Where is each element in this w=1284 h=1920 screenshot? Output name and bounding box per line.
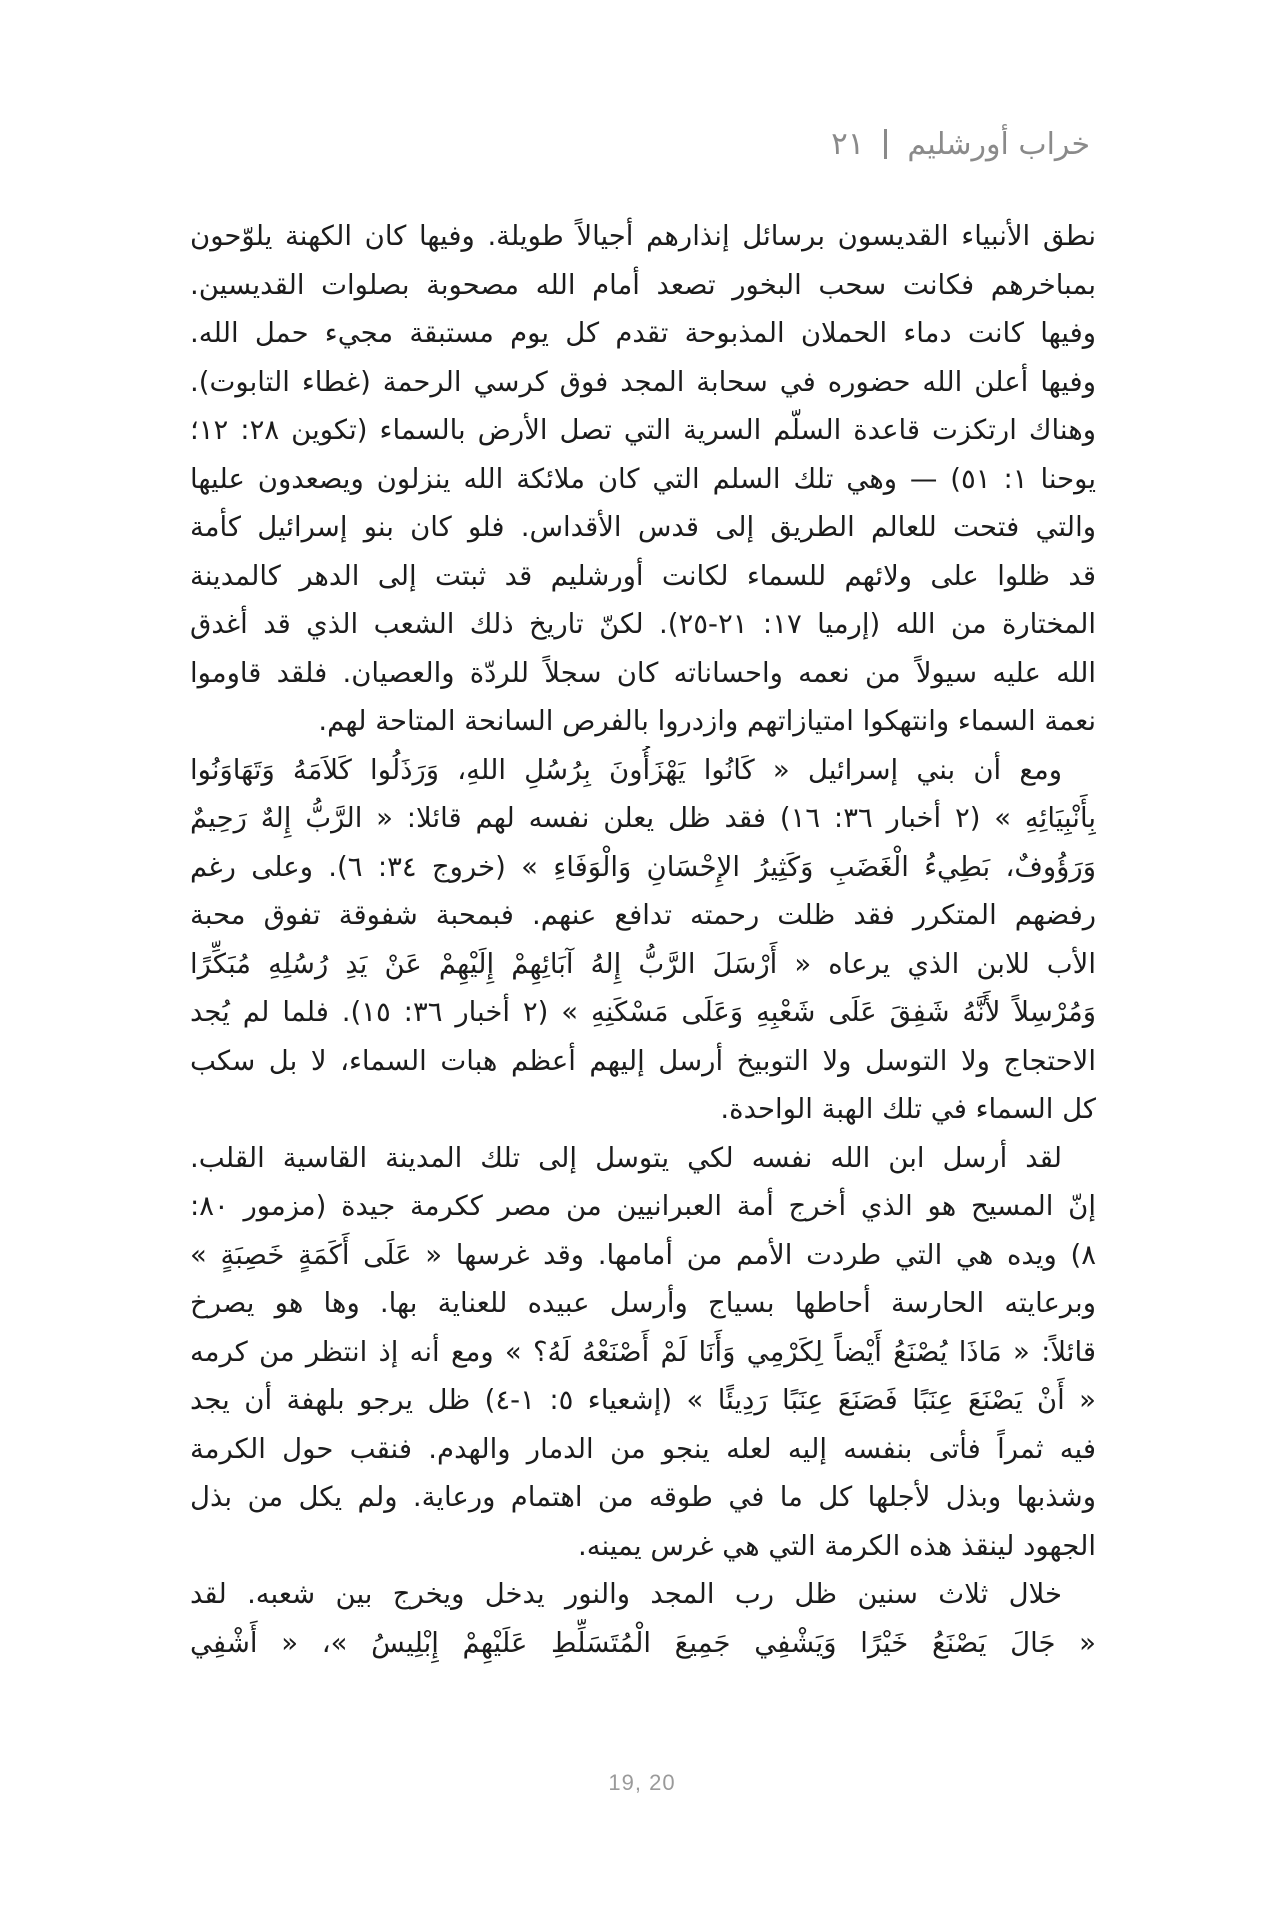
- text-line: وبرعايته الحارسة أحاطها بسياج وأرسل عبيده للعناية بها. وها هو يصرخ: [190, 1287, 1096, 1319]
- paragraph-3: [190, 1134, 1096, 1571]
- text-line: وشذبها وبذل لأجلها كل ما في طوقه من اهتمام ورعاية. ولم يكل من بذل: [190, 1481, 1096, 1513]
- text-line: نعمة السماء وانتهكوا امتيازاتهم وازدروا بالفرص السانحة المتاحة لهم.: [318, 705, 1096, 737]
- text-line: قد ظلوا على ولائهم للسماء لكانت أورشليم قد ثبتت إلى الدهر كالمدينة: [190, 559, 1096, 592]
- body-text: [190, 212, 1096, 1772]
- text-line: وَرَؤُوفٌ، بَطِيءُ الْغَضَبِ وَكَثِيرُ الإِحْسَانِ وَالْوَفَاءِ » (خروج ٣٤: ٦). وعلى رغم: [190, 850, 1096, 883]
- text-line: وفيها أعلن الله حضوره في سحابة المجد فوق كرسي الرحمة (غطاء التابوت).: [190, 365, 1096, 398]
- paragraph-2: [190, 746, 1096, 1134]
- running-head: [190, 120, 1090, 168]
- text-line: الاحتجاج ولا التوسل ولا التوبيخ أرسل إليهم أعظم هبات السماء، لا بل سكب: [190, 1044, 1096, 1077]
- text-line: كل السماء في تلك الهبة الواحدة.: [720, 1093, 1096, 1125]
- text-line: وفيها كانت دماء الحملان المذبوحة تقدم كل يوم مستبقة مجيء حمل الله.: [190, 317, 1096, 349]
- page-number: ٢١: [831, 126, 865, 162]
- running-head-title: خراب أورشليم: [907, 126, 1090, 162]
- text-line: وهناك ارتكزت قاعدة السلّم السرية التي تصل الأرض بالسماء (تكوين ٢٨: ١٢؛: [190, 414, 1096, 446]
- text-line: ٨) ويده هي التي طردت الأمم من أمامها. وقد غرسها « عَلَى أَكَمَةٍ خَصِبَةٍ »: [190, 1238, 1096, 1271]
- text-line: قائلاً: « مَاذَا يُصْنَعُ أَيْضاً لِكَرْمِي وَأَنَا لَمْ أَصْنَعْهُ لَهُ؟ » ومع أنه إذ انتظر من كرمه: [190, 1335, 1096, 1368]
- folio-page-numbers: 19, 20: [608, 1770, 676, 1795]
- text-line: فيه ثمراً فأتى بنفسه إليه لعله ينجو من الدمار والهدم. فنقب حول الكرمة: [190, 1432, 1096, 1465]
- text-line: ومع أن بني إسرائيل « كَانُوا يَهْزَأُونَ بِرُسُلِ اللهِ، وَرَذَلُوا كَلاَمَهُ وَتَهَاوَنُوا: [190, 753, 1062, 786]
- text-line: بِأَنْبِيَائِهِ » (٢ أخبار ٣٦: ١٦) فقد ظل يعلن نفسه لهم قائلا: « الرَّبُّ إِلهٌ رَحِيمٌ: [190, 802, 1096, 834]
- text-line: الله عليه سيولاً من نعمه واحساناته كان سجلاً للردّة والعصيان. فلقد قاوموا: [190, 656, 1096, 689]
- text-line: وَمُرْسِلاً لأَنَّهُ شَفِقَ عَلَى شَعْبِهِ وَعَلَى مَسْكَنِهِ » (٢ أخبار ٣٦: ١٥). فلما لم يُجد: [190, 996, 1096, 1028]
- text-line: بمباخرهم فكانت سحب البخور تصعد أمام الله مصحوبة بصلوات القديسين.: [190, 268, 1096, 301]
- text-line: « جَالَ يَصْنَعُ خَيْرًا وَيَشْفِي جَمِيعَ الْمُتَسَلِّطِ عَلَيْهِمْ إِبْلِيسُ »، « أَشْفِي: [190, 1626, 1096, 1659]
- text-line: « أَنْ يَصْنَعَ عِنَبًا فَصَنَعَ عِنَبًا رَدِيئًا » (إشعياء ٥: ١-٤) ظل يرجو بلهفة أن يجد: [190, 1384, 1096, 1416]
- text-line: إنّ المسيح هو الذي أخرج أمة العبرانيين من مصر ككرمة جيدة (مزمور ٨٠:: [190, 1190, 1096, 1222]
- text-line: المختارة من الله (إرميا ١٧: ٢١-٢٥). لكنّ تاريخ ذلك الشعب الذي قد أغدق: [190, 608, 1096, 640]
- text-line: لقد أرسل ابن الله نفسه لكي يتوسل إلى تلك المدينة القاسية القلب.: [190, 1141, 1062, 1174]
- text-line: يوحنا ١: ٥١) — وهي تلك السلم التي كان ملائكة الله ينزلون ويصعدون عليها: [190, 462, 1096, 495]
- paragraph-1: [190, 212, 1096, 746]
- text-line: والتي فتحت للعالم الطريق إلى قدس الأقداس. فلو كان بنو إسرائيل كأمة: [190, 511, 1096, 543]
- text-line: الأب للابن الذي يرعاه « أَرْسَلَ الرَّبُّ إِلهُ آبَائِهِمْ إِلَيْهِمْ عَنْ يَدِ رُسُلِهِ مُبَكِّرًا: [190, 947, 1096, 980]
- text-line: نطق الأنبياء القديسون برسائل إنذارهم أجيالاً طويلة. وفيها كان الكهنة يلوّحون: [190, 220, 1096, 252]
- text-line: الجهود لينقذ هذه الكرمة التي هي غرس يمينه.: [577, 1529, 1096, 1562]
- running-head-separator: [884, 129, 887, 159]
- text-line: رفضهم المتكرر فقد ظلت رحمته تدافع عنهم. فبمحبة شفوقة تفوق محبة: [190, 899, 1096, 931]
- paragraph-4: [190, 1570, 1096, 1667]
- text-line: خلال ثلاث سنين ظل رب المجد والنور يدخل ويخرج بين شعبه. لقد: [190, 1578, 1062, 1610]
